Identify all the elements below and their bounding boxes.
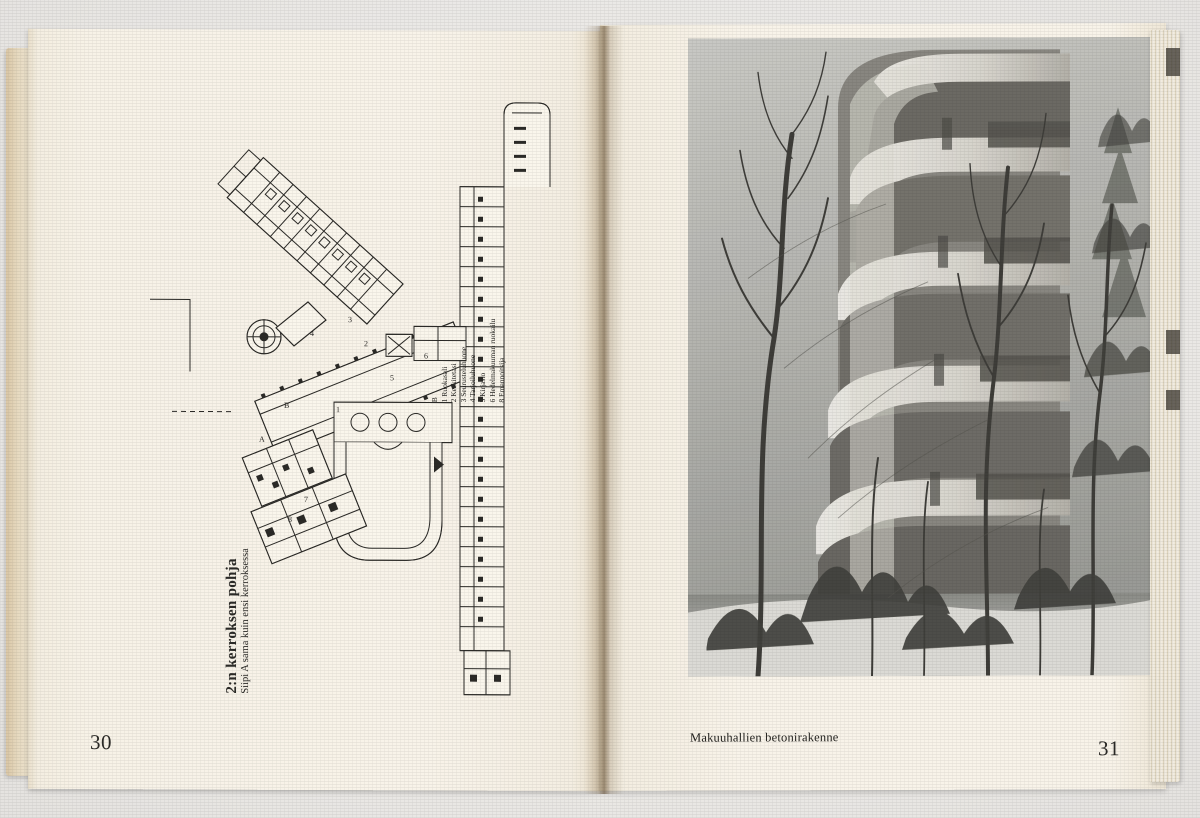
left-page <box>28 29 600 791</box>
architecture-photograph <box>688 37 1156 677</box>
legend-item: 3 Seurusteluhuone <box>458 346 468 403</box>
book-right-fore-edge <box>1150 30 1180 782</box>
plan-label-b: B <box>284 400 290 410</box>
plan-label-1: 1 <box>336 405 340 415</box>
legend-item: 1 Ruokasali <box>439 366 449 403</box>
plan-label-3: 3 <box>348 315 352 325</box>
right-page <box>600 23 1166 791</box>
plan-subtitle: Siipi A sama kuin ensi kerroksessa <box>240 548 251 694</box>
legend-item: 2 Keskitetasi <box>449 363 459 403</box>
plan-label-6: 6 <box>424 351 428 361</box>
floor-plan-drawing <box>138 89 578 711</box>
floor-plan-svg <box>138 89 578 711</box>
plan-label-4: 4 <box>310 328 314 338</box>
plan-label-2: 2 <box>364 339 368 349</box>
open-book <box>28 14 1172 792</box>
page-number-left: 30 <box>90 730 112 755</box>
legend-item: 6 Hedelmakuuman ruokailu <box>487 318 497 403</box>
legend-item: 5 Kirjasto <box>477 372 487 403</box>
edge-mark <box>1166 330 1180 354</box>
edge-mark <box>1166 48 1180 76</box>
plan-label-8: 8 <box>288 514 292 524</box>
plan-label-7: 7 <box>304 494 308 504</box>
edge-mark <box>1166 390 1180 410</box>
photo-caption: Makuuhallien betonirakenne <box>690 730 839 745</box>
legend-item: 8 Emannoitsija <box>497 357 507 403</box>
legend-item: 4 Tarjoiluhuone <box>468 354 478 403</box>
plan-title: 2:n kerroksen pohja <box>224 558 240 694</box>
page-number-right: 31 <box>1098 736 1120 761</box>
plan-label-a: A <box>259 434 265 444</box>
photograph-svg <box>688 37 1156 677</box>
plan-label-5: 5 <box>390 373 394 383</box>
plan-legend <box>430 319 507 403</box>
legend-header: B <box>430 397 439 403</box>
